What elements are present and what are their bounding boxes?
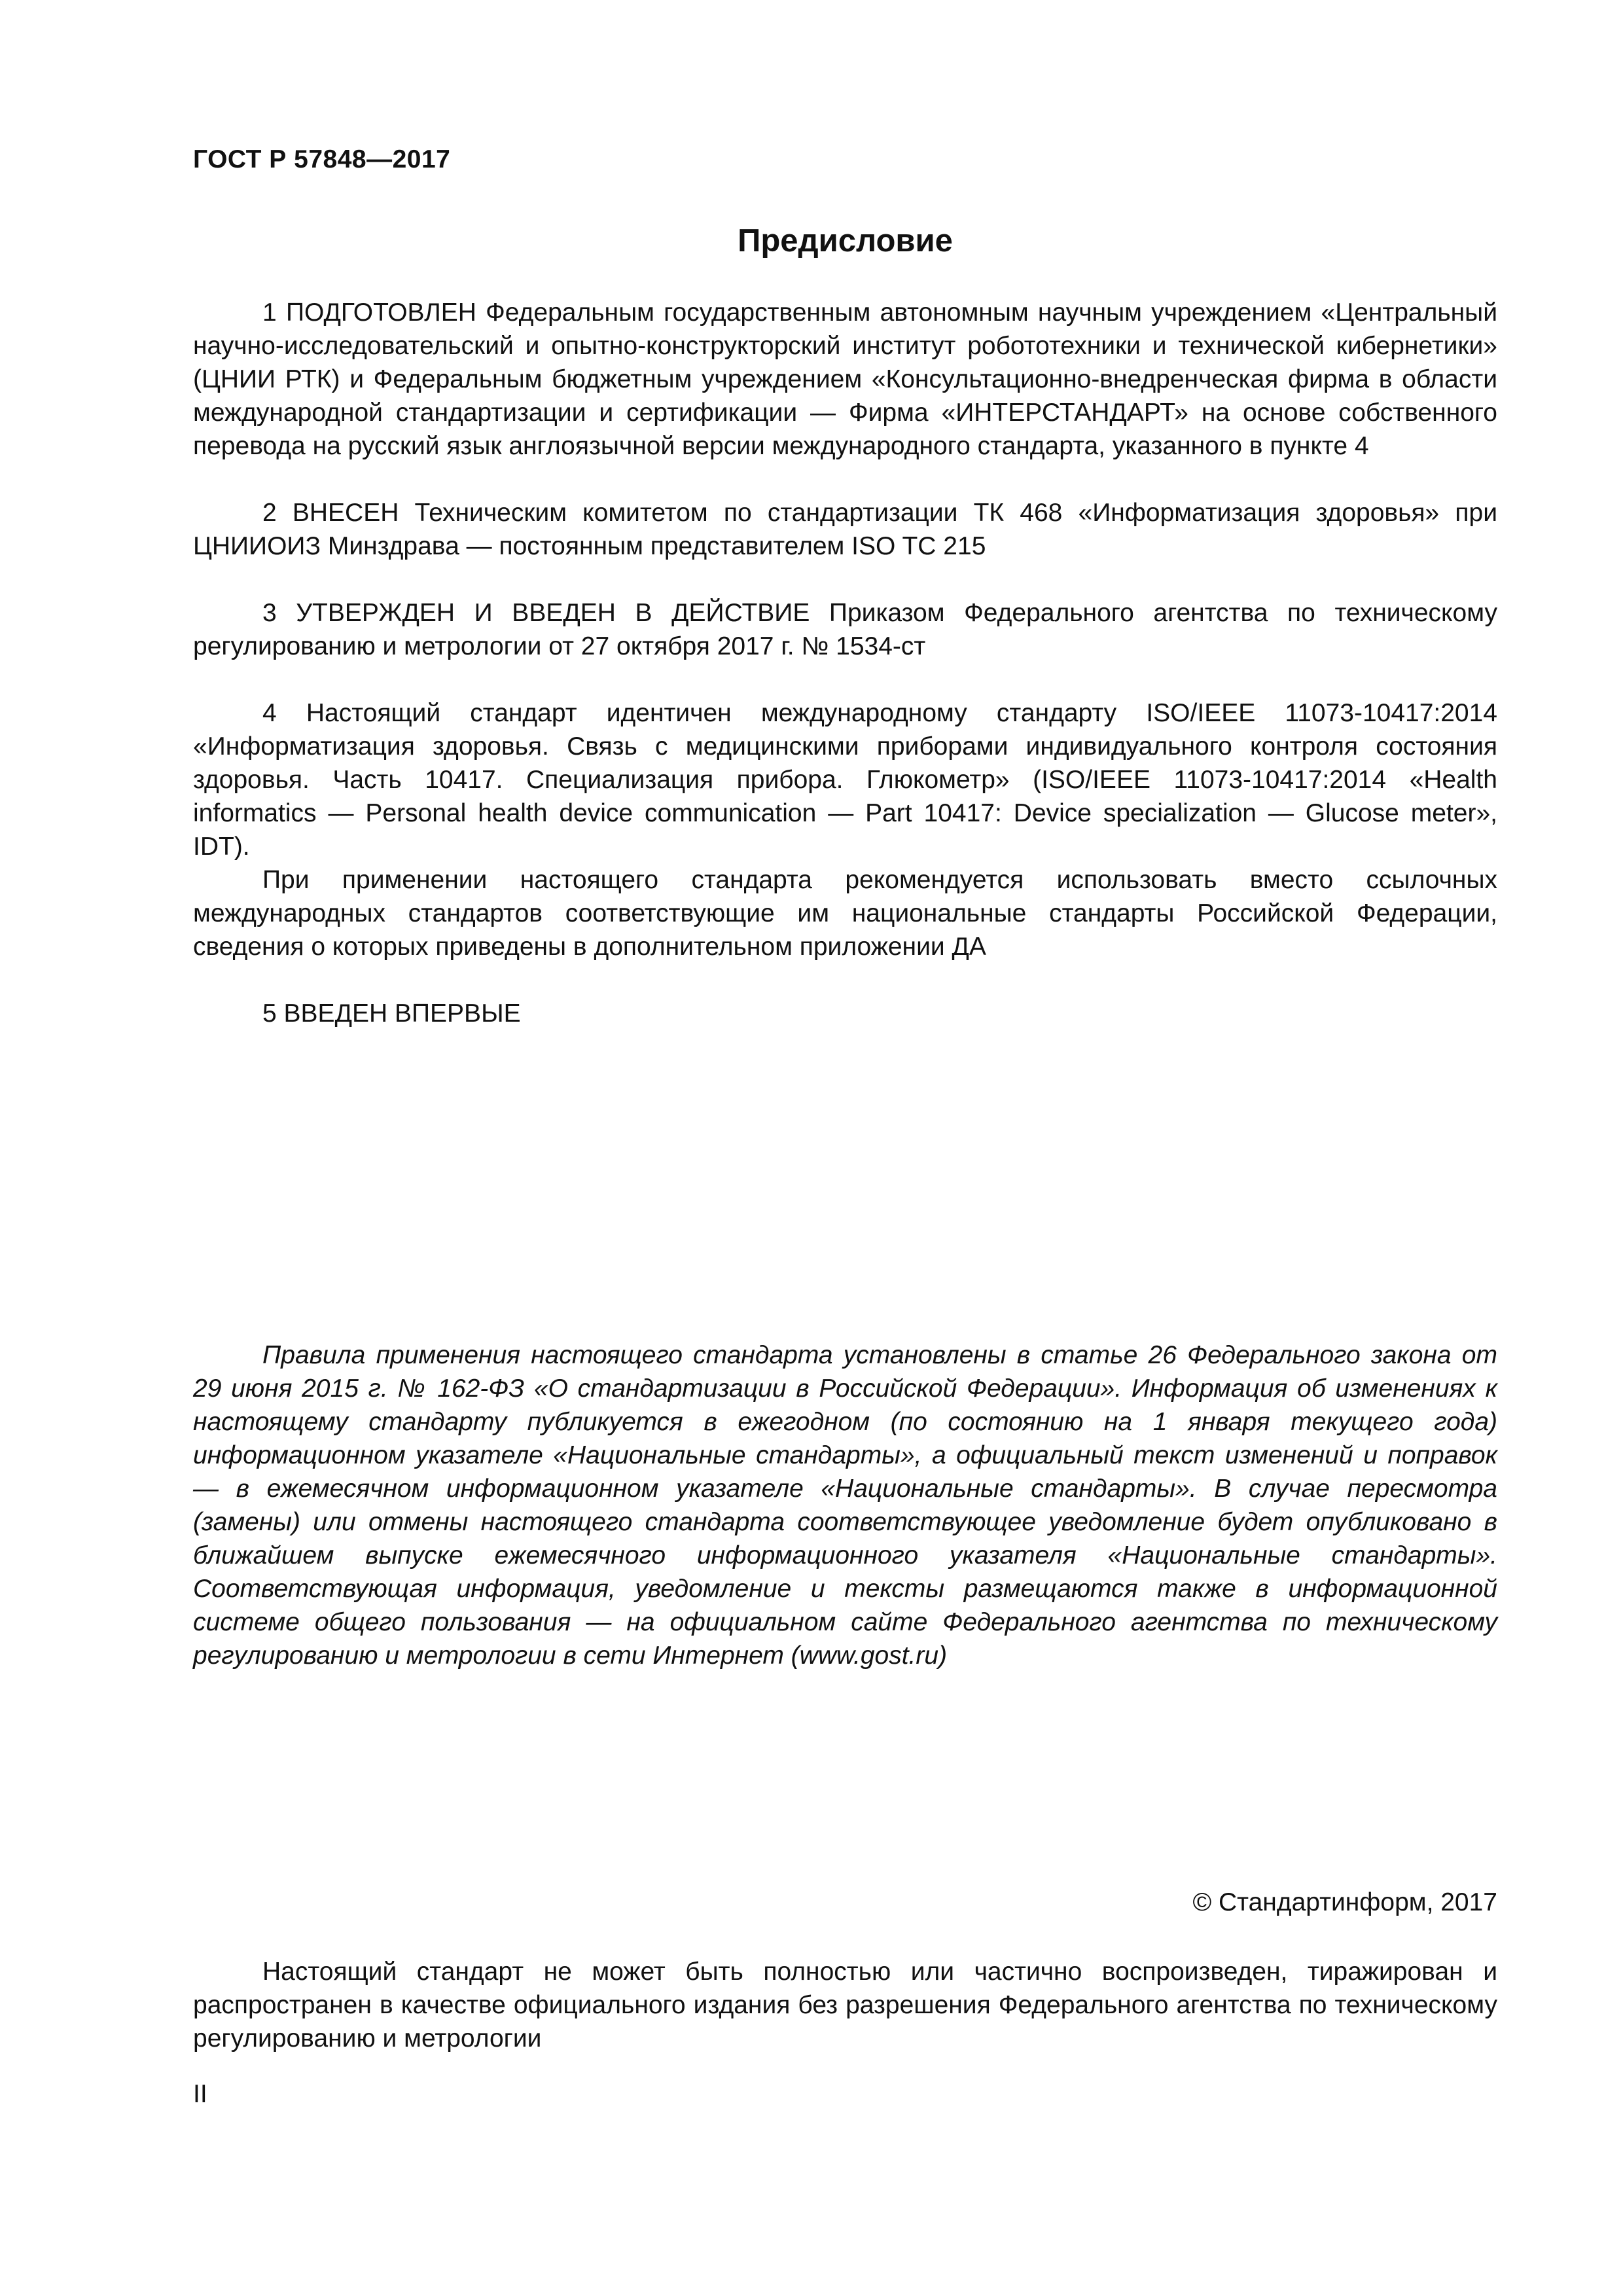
foreword-body	[193, 296, 1497, 1030]
document-header: ГОСТ Р 57848—2017	[193, 145, 451, 173]
foreword-item-5: 5 ВВЕДЕН ВПЕРВЫЕ	[262, 999, 521, 1028]
foreword-item-4: 4 Настоящий стандарт идентичен международному стандарту ISO/IEEE 11073-10417:2014 «Информатизация здоровья. Связь с медицинскими приборами индивидуального контроля состояния здоровья. Часть 10417. Специализация прибора. Глюкометр» (ISO/IEEE 11073-10417:2014 «Health informatics — Personal health device communication — Part 10417: Device specialization — Glucose meter», IDT).	[193, 699, 1497, 861]
copyright-line: © Стандартинформ, 2017	[1192, 1888, 1497, 1916]
application-rules-notice: Правила применения настоящего стандарта установлены в статье 26 Федерального закона от 29 июня 2015 г. № 162-ФЗ «О стандартизации в Российской Федерации». Информация об изменениях к настоящему стандарту публикуется в ежегодном (по состоянию на 1 января текущего года) информационном указателе «Национальные стандарты», а официальный текст изменений и поправок — в ежемесячном информационном указателе «Национальные стандарты». В случае пересмотра (замены) или отмены настоящего стандарта соответствующее уведомление будет опубликовано в ближайшем выпуске ежемесячного информационного указателя «Национальные стандарты». Соответствующая информация, уведомление и тексты размещаются также в информационной системе общего пользования — на официальном сайте Федерального агентства по техническому регулированию и метрологии в сети Интернет (www.gost.ru)	[193, 1341, 1497, 1670]
page-title: Предисловие	[738, 223, 953, 259]
foreword-item-3: 3 УТВЕРЖДЕН И ВВЕДЕН В ДЕЙСТВИЕ Приказом Федерального агентства по техническому регулированию и метрологии от 27 октября 2017 г. № 1534-ст	[193, 599, 1497, 660]
foreword-item-2: 2 ВНЕСЕН Техническим комитетом по стандартизации ТК 468 «Информатизация здоровья» при ЦНИИОИЗ Минздрава — постоянным представителем ISO TC 215	[193, 499, 1497, 560]
foreword-item-1: 1 ПОДГОТОВЛЕН Федеральным государственным автономным научным учреждением «Центральный научно-исследовательский и опытно-конструкторский институт робототехники и технической кибернетики» (ЦНИИ РТК) и Федеральным бюджетным учреждением «Консультационно-внедренческая фирма в области международной стандартизации и сертификации — Фирма «ИНТЕРСТАНДАРТ» на основе собственного перевода на русский язык англоязычной версии международного стандарта, указанного в пункте 4	[193, 298, 1497, 460]
reproduction-rights-text: Настоящий стандарт не может быть полностью или частично воспроизведен, тиражирован и распространен в качестве официального издания без разрешения Федерального агентства по техническому регулированию и метрологии	[193, 1958, 1497, 2053]
foreword-item-4-note: При применении настоящего стандарта рекомендуется использовать вместо ссылочных международных стандартов соответствующие им национальные стандарты Российской Федерации, сведения о которых приведены в дополнительном приложении ДА	[193, 866, 1497, 961]
page-number: II	[193, 2080, 207, 2108]
